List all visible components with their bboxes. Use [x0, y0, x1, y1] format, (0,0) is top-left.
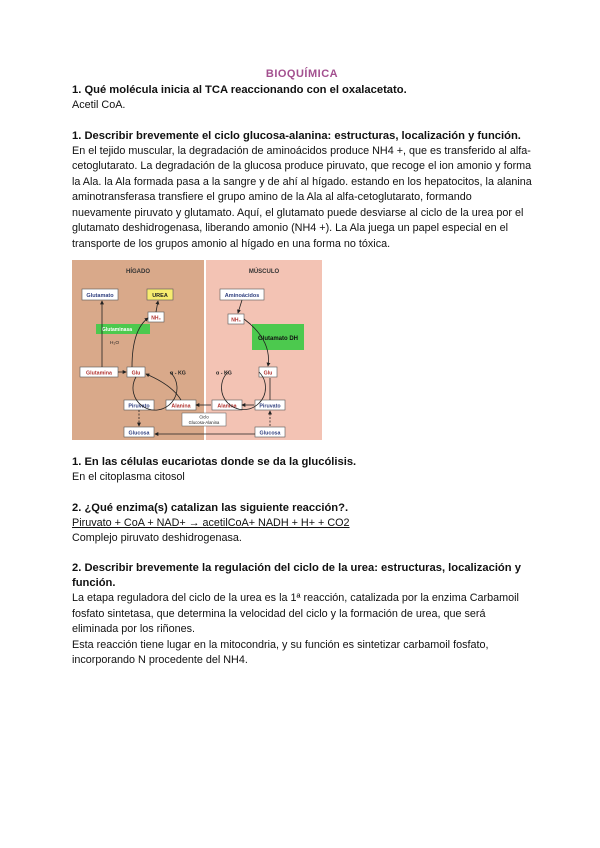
alanina-right-box: Alanina	[217, 403, 237, 410]
h2o-label: H₂O	[110, 341, 120, 346]
glucose-alanine-cycle-diagram	[72, 260, 322, 440]
piruvato-left-box: Piruvato	[128, 403, 150, 410]
answer-3: En el citoplasma citosol	[72, 471, 185, 483]
ciclo-label: Ciclo	[199, 414, 209, 420]
liver-label: HÍGADO	[126, 269, 150, 275]
aminoacidos-box: Aminoácidos	[224, 293, 260, 299]
akg-right-label: α - KG	[216, 370, 232, 377]
answer-1: Acetil CoA.	[72, 99, 126, 111]
glucosa-right-box: Glucosa	[259, 430, 281, 437]
answer-5b: Esta reacción tiene lugar en la mitocondria, y su función es sintetizar carbamoil fosfato, incorporando N procedente del NH4.	[72, 638, 489, 666]
muscle-label: MÚSCULO	[248, 269, 280, 275]
alanina-left-box: Alanina	[171, 403, 191, 410]
question-4: 2. ¿Qué enzima(s) catalizan las siguiente reacción?.	[72, 501, 349, 514]
glutamina-box: Glutamina	[86, 370, 112, 377]
page-title: BIOQUÍMICA	[265, 68, 339, 80]
akg-left-label: α - KG	[170, 370, 186, 377]
question-1: 1. Qué molécula inicia al TCA reaccionando con el oxalacetato.	[72, 84, 407, 96]
glu-left-box: Glu	[131, 370, 141, 377]
question-3: 1. En las células eucariotas donde se da la glucólisis.	[72, 456, 357, 468]
answer-4: Complejo piruvato deshidrogenasa.	[72, 531, 242, 544]
answer-5a: La etapa reguladora del ciclo de la urea es la 1ª reacción, catalizada por la enzima Carbamoil fosfato sintetasa, que determina la velocidad del ciclo y la formación de urea, que será eliminada por los riñones.	[72, 592, 519, 635]
glutamato-box: Glutamato	[86, 293, 114, 299]
question-5: 2. Describir brevemente la regulación del ciclo de la urea: estructuras, localización y función.	[72, 562, 521, 589]
glutaminasa-label: Glutaminasa	[102, 327, 133, 333]
urea-box: UREA	[152, 293, 168, 299]
question-2: 1. Describir brevemente el ciclo glucosa-alanina: estructuras, localización y función.	[72, 129, 521, 142]
nh3-left-box: NH₃	[151, 315, 161, 322]
ciclo-sub-label: Glucosa-Alanina	[188, 420, 220, 425]
nh3-right-box: NH₃	[231, 317, 241, 324]
glutamato-dh-label: Glutamato DH	[257, 336, 299, 342]
glu-right-box: Glu	[263, 370, 273, 377]
glucosa-left-box: Glucosa	[128, 430, 150, 437]
reaction-equation: Piruvato + CoA + NAD+ → acetilCoA+ NADH + H+ + CO2	[72, 516, 350, 529]
answer-2: En el tejido muscular, la degradación de aminoácidos produce NH4 +, que es transferido al alfa-cetoglutarato. La degradación de la glucosa produce piruvato, que recoge el ion amonio y forma la Ala. la Ala formada pasa a la sangre y de ahí al hígado. estando en los hepatocitos, la alanina aminotransferasa transfiere el grupo amino de la Ala al alfa-cetoglutarato, formando nuevamente piruvato y glutamato. Aquí, el glutamato puede desviarse al ciclo de la urea por el glutamato deshidrogenasa, liberando amonio (NH4 +). La Ala juega un papel especial en el transporte de los grupos amonio al hígado en una forma no tóxica.	[72, 144, 532, 250]
document-page	[72, 68, 532, 669]
piruvato-right-box: Piruvato	[259, 403, 281, 410]
